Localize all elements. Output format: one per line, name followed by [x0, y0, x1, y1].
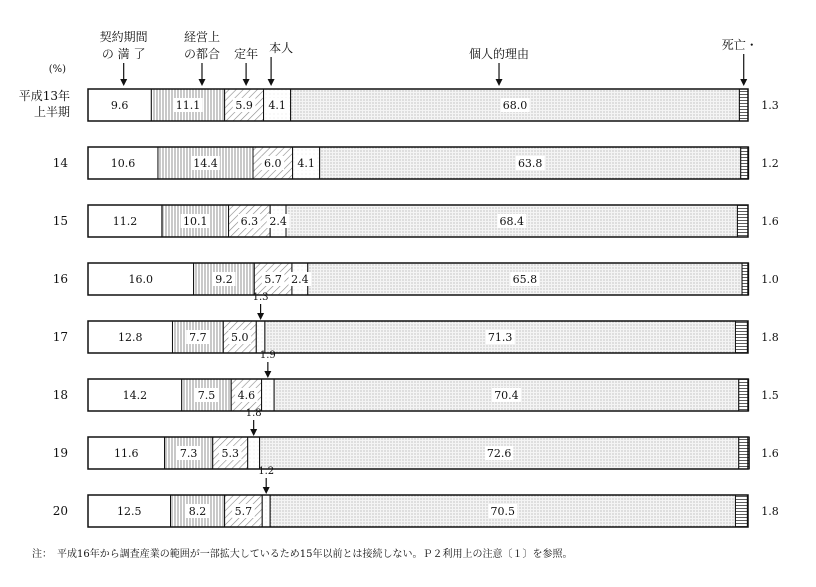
bar-segment	[735, 495, 747, 527]
callout-arrow-head	[257, 313, 264, 320]
data-label: 12.5	[117, 505, 142, 518]
legend-label: 本人	[269, 41, 294, 55]
data-label: 11.6	[114, 447, 139, 460]
data-label: 1.5	[761, 389, 779, 402]
data-label: 68.0	[502, 99, 528, 112]
footnote: 注： 平成16年から調査産業の範囲が一部拡大しているため15年以前とは接続しない。Ｐ２利用上の注意〔１〕を参照。	[32, 549, 573, 560]
bar-segment	[737, 205, 748, 237]
data-label: 70.5	[490, 505, 516, 518]
data-label: 5.7	[234, 505, 253, 518]
category-label: 19	[52, 446, 68, 460]
data-label: 7.3	[179, 447, 198, 460]
data-label: 72.6	[486, 447, 512, 460]
legend-layer	[100, 29, 758, 86]
data-label: 10.1	[183, 215, 208, 228]
callout-arrow-head	[250, 429, 257, 436]
data-label: 1.2	[258, 466, 275, 477]
legend-label: の都合	[183, 47, 220, 61]
data-label: 16.0	[128, 273, 154, 286]
legend-arrow-head	[268, 79, 275, 86]
legend-arrow-head	[198, 79, 205, 86]
data-label: 63.8	[517, 157, 543, 170]
data-label: 9.2	[215, 273, 233, 286]
data-label: 2.4	[269, 215, 287, 228]
data-label: 1.8	[761, 505, 779, 518]
category-label: 15	[52, 214, 68, 228]
data-label: 9.6	[110, 99, 129, 112]
legend-arrow-head	[496, 79, 503, 86]
data-label: 5.0	[231, 331, 249, 344]
bar-segment	[256, 321, 265, 353]
category-label: 上半期	[33, 105, 70, 119]
legend-label: の 満 了	[101, 47, 146, 61]
data-label: 1.3	[252, 292, 269, 303]
data-label: 8.2	[188, 505, 207, 518]
callout-arrow-head	[263, 487, 270, 494]
data-label: 10.6	[110, 157, 136, 170]
data-label: 1.6	[761, 447, 779, 460]
data-label: 65.8	[512, 273, 538, 286]
callout-arrow-head	[264, 371, 271, 378]
category-label: 20	[52, 504, 68, 518]
category-label: 18	[52, 388, 68, 402]
unit-label: (%)	[48, 64, 66, 75]
bar-segment	[739, 89, 748, 121]
data-label: 7.5	[197, 389, 216, 402]
bar-segment	[262, 379, 275, 411]
data-label: 4.1	[297, 157, 315, 170]
bar-segment	[248, 437, 260, 469]
data-label: 14.4	[193, 157, 218, 170]
bar-segment	[735, 321, 747, 353]
data-label: 1.8	[761, 331, 779, 344]
data-label: 4.6	[237, 389, 256, 402]
data-label: 6.3	[240, 215, 259, 228]
data-label: 5.3	[221, 447, 239, 460]
data-label: 5.9	[235, 99, 253, 112]
data-label: 71.3	[487, 331, 513, 344]
data-label: 5.7	[264, 273, 282, 286]
legend-arrow-head	[740, 79, 747, 86]
data-label: 2.4	[291, 273, 309, 286]
category-label: 14	[52, 156, 68, 170]
data-label: 1.2	[761, 157, 779, 170]
data-label: 70.4	[494, 389, 519, 402]
data-label: 6.0	[264, 157, 282, 170]
data-label: 12.8	[117, 331, 143, 344]
data-label: 14.2	[122, 389, 148, 402]
bars-layer	[19, 64, 779, 527]
data-label: 1.6	[761, 215, 779, 228]
data-label: 68.4	[499, 215, 524, 228]
data-label: 4.1	[268, 99, 286, 112]
category-label: 17	[52, 330, 68, 344]
data-label: 1.3	[761, 99, 779, 112]
legend-arrow-head	[120, 79, 127, 86]
legend-label: 経営上	[183, 30, 220, 44]
legend-label: 死亡・	[721, 38, 758, 52]
category-label: 16	[52, 272, 68, 286]
legend-label: 契約期間	[99, 30, 148, 44]
data-label: 7.7	[189, 331, 207, 344]
data-label: 11.1	[175, 99, 201, 112]
bar-segment	[262, 495, 270, 527]
bar-segment	[739, 379, 749, 411]
data-label: 11.2	[112, 215, 138, 228]
data-label: 1.0	[761, 273, 779, 286]
data-label: 1.8	[245, 408, 262, 419]
legend-label: 定年	[234, 47, 259, 61]
data-label: 1.9	[259, 350, 276, 361]
legend-arrow-head	[243, 79, 250, 86]
legend-label: 個人的理由	[469, 47, 530, 61]
category-label: 平成13年	[18, 89, 70, 103]
